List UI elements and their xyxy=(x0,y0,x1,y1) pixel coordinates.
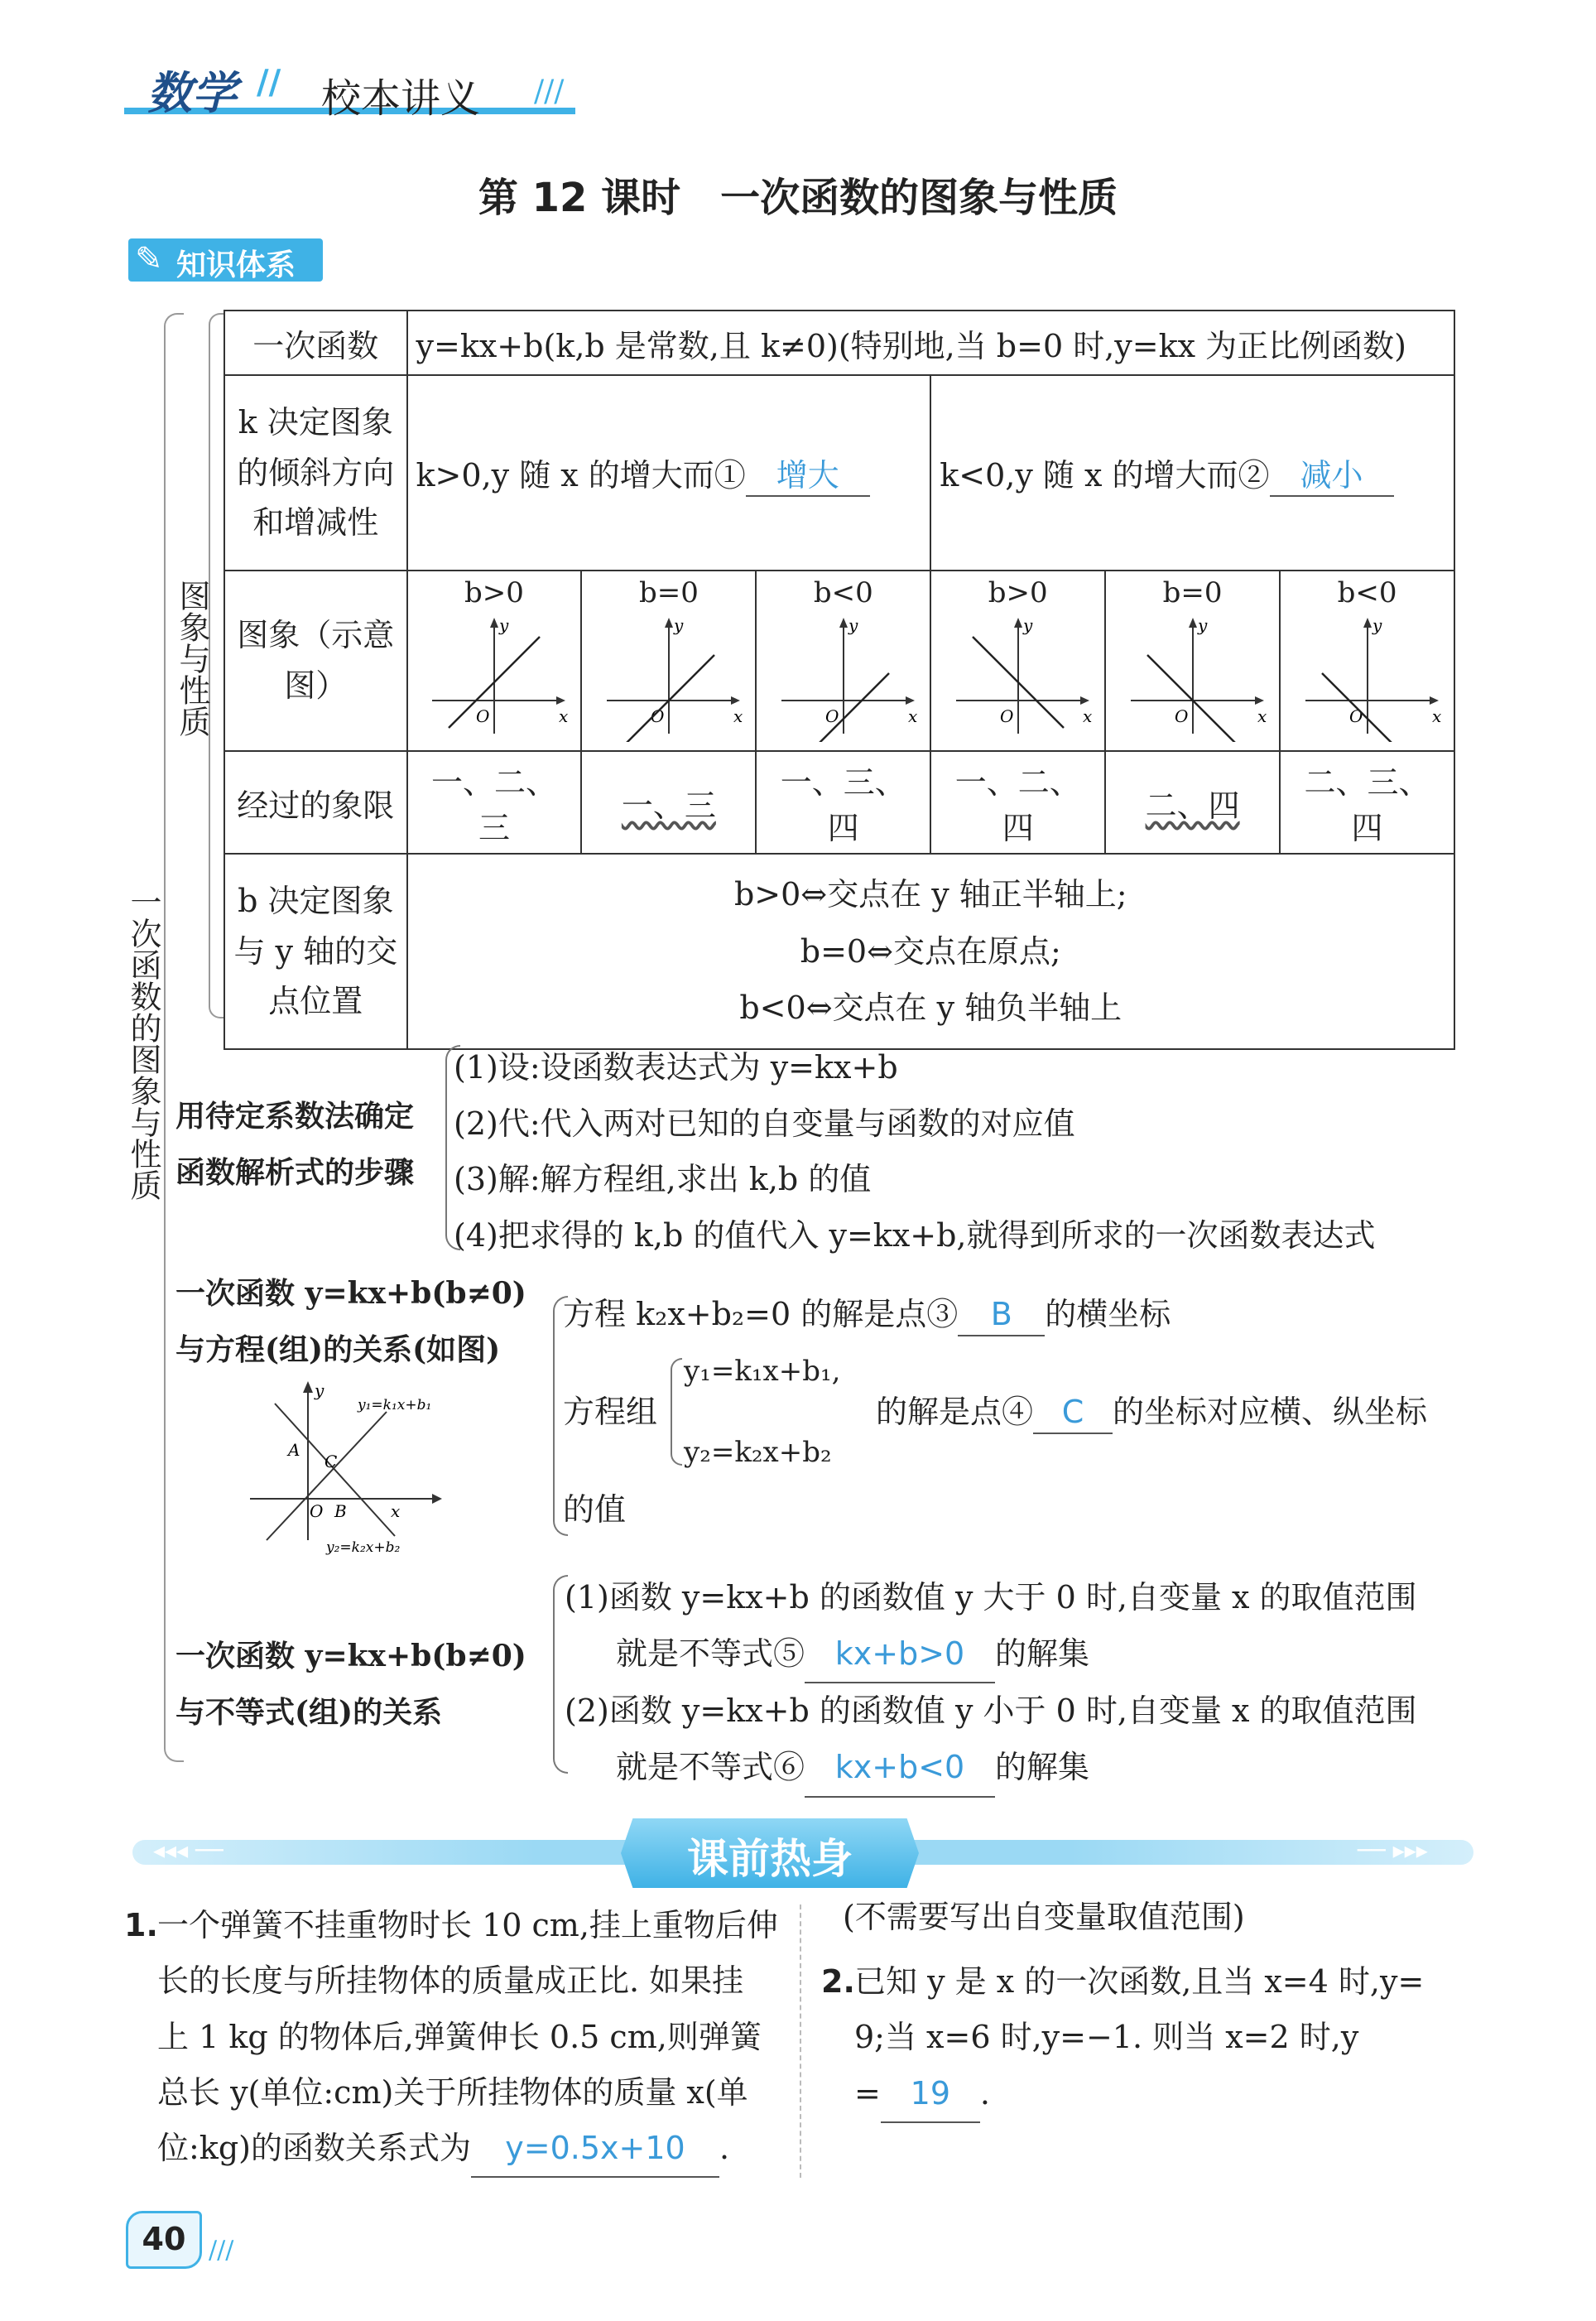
q2-last-line xyxy=(854,2066,1424,2123)
y-axis-label: y xyxy=(498,614,509,635)
equation-label-2: 与方程(组)的关系(如图) xyxy=(175,1332,501,1368)
graph-svg xyxy=(1110,609,1276,742)
x-axis-arrow xyxy=(1080,696,1089,705)
page-title: 第 12 课时 一次函数的图象与性质 xyxy=(478,175,1118,221)
row2-positive xyxy=(407,375,931,571)
inequality-label xyxy=(175,1628,526,1741)
graph-cell xyxy=(581,571,756,751)
x-axis-arrow xyxy=(731,696,740,705)
knowledge-table xyxy=(224,310,1455,1050)
quadrant-text: 一、三 xyxy=(621,787,716,824)
q1-body xyxy=(124,1898,778,2178)
row1-label: 一次函数 xyxy=(224,311,407,375)
quadrant-cell xyxy=(1105,751,1280,854)
y-axis-arrow xyxy=(1189,618,1197,628)
fig-label-l1: y₁=k₁x+b₁ xyxy=(358,1397,432,1413)
x-axis-label: x xyxy=(733,705,743,726)
graph-cond: b<0 xyxy=(813,575,873,609)
x-axis-arrow xyxy=(1430,696,1439,705)
fig-label-x: x xyxy=(391,1501,401,1521)
header-subtitle: 校本讲义 xyxy=(321,75,481,122)
fig-label-o: O xyxy=(310,1501,324,1521)
x-axis-arrow xyxy=(906,696,915,705)
method-step: (3)解:解方程组,求出 k,b 的值 xyxy=(454,1161,872,1198)
y-axis-arrow xyxy=(839,618,848,628)
ineq-1a: (1)函数 y=kx+b 的函数值 y 大于 0 时,自变量 x 的取值范围 xyxy=(565,1579,1417,1616)
q2-last-pre: = xyxy=(854,2074,881,2112)
method-steps xyxy=(454,1040,1376,1264)
graph-cell xyxy=(1280,571,1454,751)
origin-label: O xyxy=(1348,705,1363,726)
x-axis-label: x xyxy=(558,705,569,726)
quadrant-cell: 一、二、三 xyxy=(407,751,582,854)
graph-svg xyxy=(411,609,577,742)
equation-system-label: 方程组 xyxy=(563,1394,658,1430)
fig-label-l2: y₂=k₂x+b₂ xyxy=(326,1539,401,1556)
fig-x-arrow xyxy=(432,1494,442,1504)
graph-svg xyxy=(935,609,1101,742)
graph-cond: b>0 xyxy=(464,575,524,609)
q1-line: 上 1 kg 的物体后,弹簧伸长 0.5 cm,则弹簧 xyxy=(157,2018,762,2055)
row2-label: k 决定图象的倾斜方向和增减性 xyxy=(224,375,407,571)
header-slashes-icon-2: /// xyxy=(534,75,565,108)
inner-bracket xyxy=(209,313,225,1018)
q2-line: 已知 y 是 x 的一次函数,且当 x=4 时,y= xyxy=(854,1963,1425,2000)
equation-line1 xyxy=(563,1295,1171,1336)
origin-label: O xyxy=(650,705,665,726)
origin-label: O xyxy=(824,705,839,726)
graph-cell xyxy=(930,571,1105,751)
x-axis-label: x xyxy=(1082,705,1092,726)
q1-line: 总长 y(单位:cm)关于所挂物体的质量 x(单 xyxy=(157,2073,748,2111)
ineq-1-answer: kx+b>0 xyxy=(805,1626,995,1684)
origin-label: O xyxy=(1174,705,1189,726)
row5-line: b<0⇔交点在 y 轴负半轴上 xyxy=(739,990,1122,1027)
row2-neg-text: k<0,y 随 x 的增大而② xyxy=(940,456,1270,494)
page-number: 40 xyxy=(142,2221,186,2257)
q1-number: 1. xyxy=(124,1907,158,1943)
graph-svg xyxy=(1285,609,1450,742)
method-step: (1)设:设函数表达式为 y=kx+b xyxy=(454,1049,898,1086)
row3-label: 图象（示意图） xyxy=(224,571,407,751)
row5-label: b 决定图象与 y 轴的交点位置 xyxy=(224,854,407,1049)
q1-line: 一个弹簧不挂重物时长 10 cm,挂上重物后伸 xyxy=(157,1907,778,1943)
eq-line1-post: 的横坐标 xyxy=(1045,1296,1171,1332)
equation-label xyxy=(175,1265,526,1379)
row1-content: y=kx+b(k,b 是常数,且 k≠0)(特别地,当 b=0 时,y=kx 为正比例函数) xyxy=(407,311,1454,375)
method-label xyxy=(175,1089,414,1202)
graph-cell xyxy=(1105,571,1280,751)
fig-line-1 xyxy=(267,1412,387,1540)
ineq-1c: 的解集 xyxy=(995,1635,1090,1672)
q1-continuation: (不需要写出自变量取值范围) xyxy=(843,1899,1245,1935)
quadrant-cell: 一、二、四 xyxy=(930,751,1105,854)
fig-label-c: C xyxy=(324,1452,338,1471)
equation-label-1: 一次函数 y=kx+b(b≠0) xyxy=(175,1276,526,1311)
question-1 xyxy=(124,1898,778,2178)
graph-svg xyxy=(586,609,752,742)
y-axis-label: y xyxy=(848,614,858,635)
x-axis-label: x xyxy=(1257,705,1267,726)
system-eq2: y₂=k₂x+b₂ xyxy=(684,1436,832,1469)
ineq-1b: 就是不等式⑤ xyxy=(616,1635,805,1672)
system-eq1: y₁=k₁x+b₁, xyxy=(684,1355,841,1388)
quadrant-text: 二、四 xyxy=(1145,787,1240,824)
y-axis-arrow xyxy=(665,618,673,628)
fig-label-b: B xyxy=(334,1501,347,1521)
graph-cell xyxy=(407,571,582,751)
y-axis-arrow xyxy=(490,618,498,628)
y-axis-label: y xyxy=(1022,614,1033,635)
side-label-inner: 图象与性质 xyxy=(174,580,210,737)
equation-system-rest xyxy=(876,1393,1427,1434)
system-brace xyxy=(671,1358,682,1466)
fig-y-arrow xyxy=(303,1381,313,1393)
header-subject: 数学 xyxy=(147,67,237,119)
row5-content xyxy=(407,854,1454,1049)
q1-last-line xyxy=(157,2121,778,2178)
row5-line: b>0⇔交点在 y 轴正半轴上; xyxy=(733,876,1127,913)
q2-number: 2. xyxy=(821,1963,855,2000)
ineq-2b: 就是不等式⑥ xyxy=(616,1748,805,1785)
origin-label: O xyxy=(475,705,490,726)
q2-answer: 19 xyxy=(881,2066,980,2123)
pencil-icon: ✎ xyxy=(135,240,163,278)
x-axis-label: x xyxy=(907,705,918,726)
row2-pos-answer: 增大 xyxy=(746,450,870,497)
section-tag-label: 知识体系 xyxy=(176,248,296,282)
page-slashes-icon: /// xyxy=(209,2236,234,2265)
banner-right-arrows-icon: ── ▸▸▸ xyxy=(1358,1837,1428,1864)
x-axis-arrow xyxy=(1255,696,1264,705)
header-slashes-icon: // xyxy=(257,63,281,102)
graph-cond: b<0 xyxy=(1337,575,1397,609)
q1-line: 长的长度与所挂物体的质量成正比. 如果挂 xyxy=(157,1962,744,2000)
origin-label: O xyxy=(999,705,1014,726)
quadrant-cell: 二、三、四 xyxy=(1280,751,1454,854)
q2-body xyxy=(821,1954,1424,2123)
graph-cond: b>0 xyxy=(988,575,1048,609)
q1-answer: y=0.5x+10 xyxy=(471,2121,719,2178)
ineq-1b-row xyxy=(565,1626,1417,1684)
y-axis-arrow xyxy=(1014,618,1022,628)
method-step: (4)把求得的 k,b 的值代入 y=kx+b,就得到所求的一次函数表达式 xyxy=(454,1216,1376,1254)
inequality-label-2: 与不等式(组)的关系 xyxy=(175,1695,443,1731)
outer-bracket xyxy=(164,313,184,1762)
ineq-2a: (2)函数 y=kx+b 的函数值 y 小于 0 时,自变量 x 的取值范围 xyxy=(565,1693,1417,1730)
side-label-outer: 一次函数的图象与性质 xyxy=(125,886,161,1201)
banner-left-arrows-icon: ◂◂◂ ── xyxy=(153,1837,224,1864)
row2-neg-answer: 减小 xyxy=(1270,450,1394,497)
eq-line1-answer: B xyxy=(958,1295,1045,1336)
q1-last-post: . xyxy=(719,2130,730,2166)
section-tag xyxy=(128,238,323,282)
inequality-label-1: 一次函数 y=kx+b(b≠0) xyxy=(175,1639,526,1673)
x-axis-label: x xyxy=(1431,705,1441,726)
q1-last-pre: 位:kg)的函数关系式为 xyxy=(157,2130,471,2166)
fig-label-y: y xyxy=(315,1380,324,1400)
method-label-1: 用待定系数法确定 xyxy=(175,1100,415,1134)
y-axis-label: y xyxy=(1372,614,1382,635)
quadrant-cell: 一、三、四 xyxy=(756,751,930,854)
graph-svg xyxy=(761,609,926,742)
banner-label: 课前热身 xyxy=(687,1835,853,1883)
method-label-2: 函数解析式的步骤 xyxy=(175,1156,415,1191)
x-axis-arrow xyxy=(556,696,565,705)
y-axis-label: y xyxy=(673,614,684,635)
row2-negative xyxy=(930,375,1454,571)
graph-cond: b=0 xyxy=(1162,575,1223,609)
equation-tail: 的值 xyxy=(563,1491,627,1528)
column-divider xyxy=(800,1904,801,2178)
ineq-2b-row xyxy=(565,1740,1417,1798)
eq-sys-answer: C xyxy=(1033,1393,1113,1434)
ineq-2c: 的解集 xyxy=(995,1748,1090,1785)
row2-pos-text: k>0,y 随 x 的增大而① xyxy=(416,456,746,494)
q2-line: 9;当 x=6 时,y=−1. 则当 x=2 时,y xyxy=(854,2019,1359,2056)
row4-label: 经过的象限 xyxy=(224,751,407,854)
eq-sys-mid: 的解是点④ xyxy=(876,1394,1034,1430)
equation-figure xyxy=(242,1375,457,1557)
header xyxy=(124,58,588,124)
y-axis-label: y xyxy=(1197,614,1207,635)
row5-line: b=0⇔交点在原点; xyxy=(800,932,1061,970)
eq-sys-post: 的坐标对应横、纵坐标 xyxy=(1113,1394,1428,1430)
y-axis-arrow xyxy=(1363,618,1372,628)
method-step: (2)代:代入两对已知的自变量与函数的对应值 xyxy=(454,1105,1075,1142)
q2-last-post: . xyxy=(979,2074,990,2112)
inequality-block xyxy=(565,1570,1417,1798)
eq-line1-pre: 方程 k₂x+b₂=0 的解是点③ xyxy=(563,1296,959,1332)
fig-label-a: A xyxy=(288,1440,300,1460)
ineq-2-answer: kx+b<0 xyxy=(805,1740,995,1798)
quadrant-cell xyxy=(581,751,756,854)
graph-cond: b=0 xyxy=(638,575,699,609)
question-2 xyxy=(821,1954,1424,2123)
graph-cell xyxy=(756,571,930,751)
